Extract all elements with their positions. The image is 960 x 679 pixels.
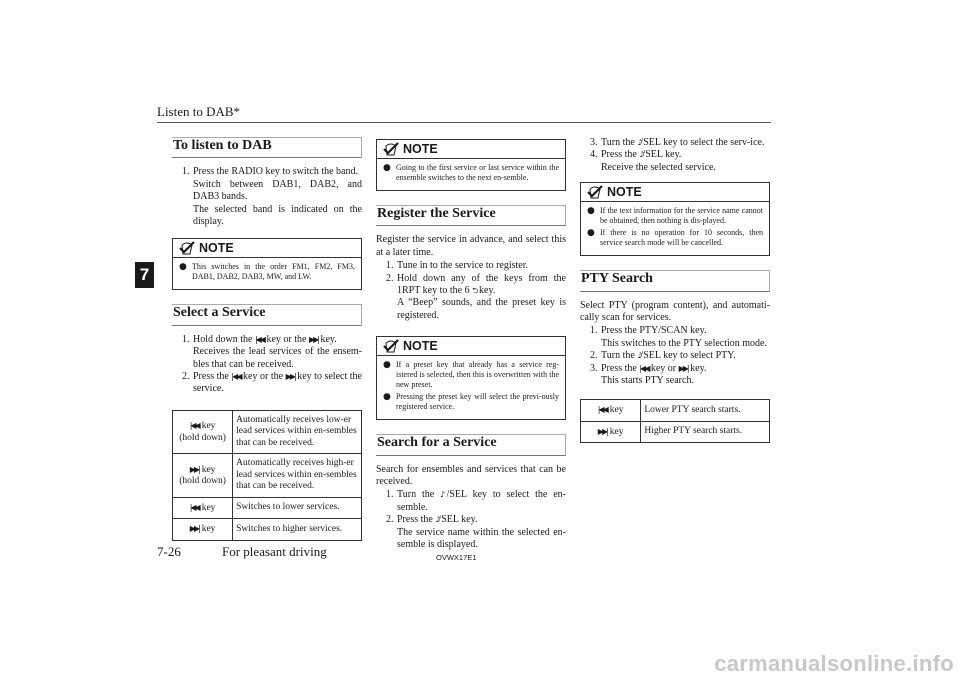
note-label: NOTE (607, 185, 642, 200)
table-row: ▶▶| key Switches to higher services. (173, 519, 362, 541)
table-row: |◀◀ key Lower PTY search starts. (581, 400, 770, 422)
table-row: ▶▶| key Higher PTY search starts. (581, 421, 770, 443)
skip-forward-icon: ▶▶| (597, 426, 607, 436)
table-row: ▶▶| key (hold down) Automatically receives high-er lead services within en-sembles that can be received. (173, 454, 362, 498)
bullet-icon: ● (383, 392, 391, 403)
step-item: 2. Turn the ♪/SEL key to select PTY. (590, 350, 736, 362)
step-item: 3. Press the |◀◀ key or ▶▶| key. This starts PTY search. (590, 362, 707, 387)
note-item: ● If there is no operation for 10 seconds, then service search mode will be cancelled. (587, 228, 763, 248)
bullet-icon: ● (383, 163, 391, 173)
document-code: OVWX17E1 (436, 553, 477, 562)
skip-forward-icon: ▶▶| (308, 334, 318, 344)
skip-back-icon: |◀◀ (189, 421, 199, 431)
step-item: 3. Turn the ♪/SEL key to select the serv-ice. (590, 137, 765, 148)
skip-back-icon: |◀◀ (639, 363, 649, 373)
column-left (172, 137, 362, 541)
tune-knob-icon: ♪ (435, 515, 439, 525)
paragraph: Register the service in advance, and select this at a later time. (376, 234, 566, 258)
note-item: ● Going to the first service or last service within the ensemble switches to the next en-semble. (383, 163, 559, 182)
step-item: 4. Press the ♪/SEL key. Receive the selected service. (590, 149, 716, 173)
note-box (376, 336, 566, 420)
step-item: 1. Hold down the |◀◀ key or the ▶▶| key. Receives the lead services of the ensem-bles that can be received. (182, 333, 362, 370)
note-label: NOTE (403, 141, 438, 156)
step-item: 1. Turn the ♪/SEL key to select the en-semble. (386, 489, 567, 513)
heading-listen-to-dab: To listen to DAB (172, 137, 362, 158)
step-item: 1. Tune in to the service to register. (386, 260, 528, 272)
column-right (580, 137, 770, 443)
note-box (172, 238, 362, 290)
note-check-icon (383, 142, 399, 156)
skip-back-icon: |◀◀ (189, 502, 199, 512)
chapter-tab[interactable]: 7 (135, 262, 154, 288)
step-item: 2. Press the |◀◀ key or the ▶▶| key to select the service. (182, 371, 362, 395)
skip-forward-icon: ▶▶| (189, 464, 199, 474)
tune-knob-icon: ♪ (639, 150, 643, 160)
note-item: ● If a preset key that already has a service reg-istered is selected, then this is overwritten with the new preset. (383, 360, 559, 390)
watermark: carmanualsonline.info (714, 651, 954, 676)
step-item: 2. Press the ♪/SEL key. The service name within the selected en-semble is displayed. (386, 514, 566, 551)
page-number: 7-26 (157, 544, 181, 559)
table-row: |◀◀ key (hold down) Automatically receives low-er lead services within en-sembles that can be received. (173, 410, 362, 454)
header-divider (157, 122, 771, 123)
step-item: 1. Press the PTY/SCAN key. This switches to the PTY selection mode. (590, 325, 767, 349)
note-label: NOTE (199, 241, 234, 256)
note-check-icon (587, 185, 603, 199)
pty-key-table (580, 399, 770, 443)
paragraph: Select PTY (program content), and automati-cally scan for services. (580, 299, 770, 324)
note-box (376, 139, 566, 191)
note-box (580, 182, 770, 256)
skip-back-icon: |◀◀ (231, 372, 241, 382)
key-function-table (172, 410, 362, 541)
repeat-icon: ⮌ (472, 286, 477, 296)
skip-forward-icon: ▶▶| (678, 363, 688, 373)
tune-knob-icon: ♪ (637, 138, 641, 147)
skip-back-icon: |◀◀ (597, 405, 607, 415)
bullet-icon: ● (587, 228, 595, 239)
skip-back-icon: |◀◀ (254, 334, 264, 344)
note-check-icon (179, 241, 195, 255)
table-row: |◀◀ key Switches to lower services. (173, 497, 362, 519)
skip-forward-icon: ▶▶| (189, 524, 199, 534)
note-label: NOTE (403, 339, 438, 354)
heading-register-the-service: Register the Service (376, 205, 566, 226)
note-item: ● If the text information for the service name cannot be obtained, then nothing is dis-played. (587, 206, 763, 226)
note-check-icon (383, 339, 399, 353)
tune-knob-icon: ♪ (637, 351, 641, 361)
tune-knob-icon: ♪ (440, 490, 447, 500)
paragraph: Search for ensembles and services that can be received. (376, 463, 566, 488)
note-item: ● This switches in the order FM1, FM2, FM3, DAB1, DAB2, DAB3, MW, and LW. (179, 262, 355, 282)
bullet-icon: ● (587, 206, 595, 217)
bullet-icon: ● (179, 262, 187, 273)
page-header: Listen to DAB* (157, 104, 241, 119)
column-middle (376, 137, 566, 552)
heading-select-a-service: Select a Service (172, 304, 362, 325)
footer-title: For pleasant driving (222, 544, 327, 559)
step-item: 1. Press the RADIO key to switch the band. Switch between DAB1, DAB2, and DAB3 bands. The selected band is indicated on the display. (182, 166, 362, 228)
heading-pty-search: PTY Search (580, 270, 770, 291)
heading-search-for-a-service: Search for a Service (376, 434, 566, 455)
note-item: ● Pressing the preset key will select the previ-ously registered service. (383, 392, 559, 412)
skip-forward-icon: ▶▶| (285, 372, 295, 382)
bullet-icon: ● (383, 360, 391, 371)
step-item: 2. Hold down any of the keys from the 1RPT key to the 6 ⮌ key. A “Beep” sounds, and the preset key is registered. (386, 272, 566, 321)
